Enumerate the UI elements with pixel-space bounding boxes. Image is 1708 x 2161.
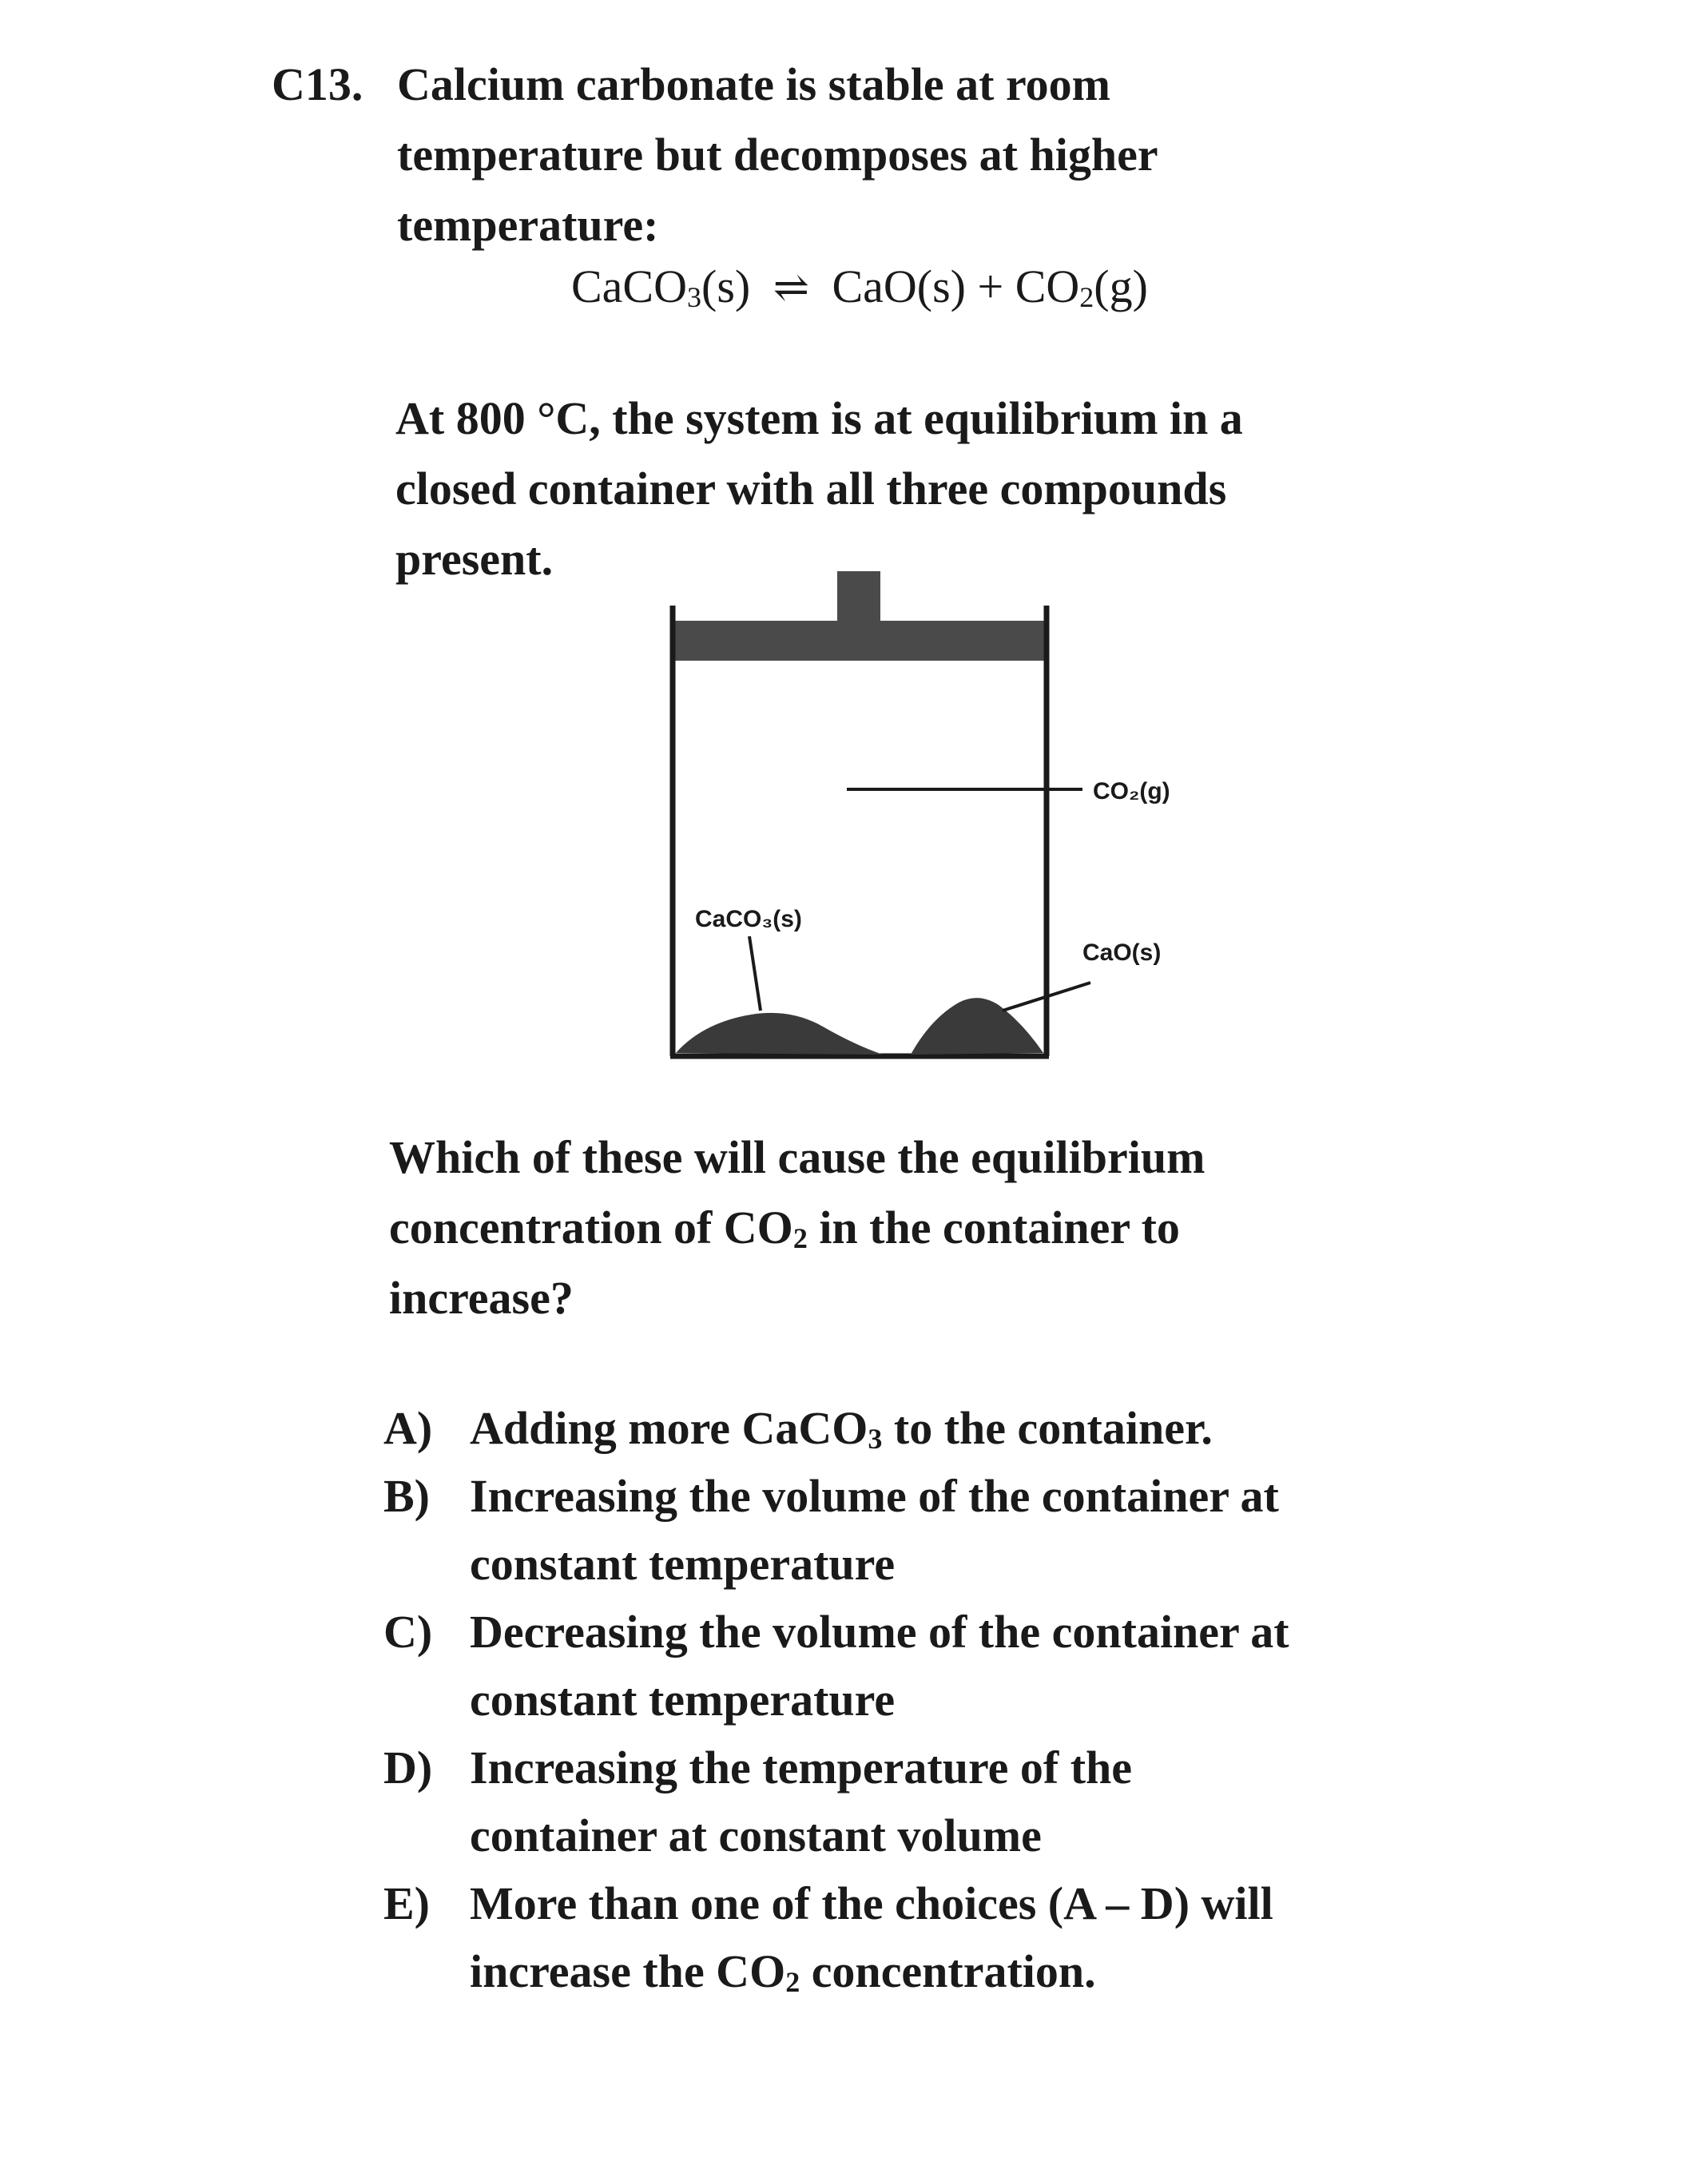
choice-d-line-1: Increasing the temperature of the (470, 1742, 1133, 1794)
choice-c-letter: C) (383, 1606, 433, 1658)
condition-line-1: At 800 °C, the system is at equilibrium in a (395, 392, 1243, 444)
choice-e-subscript: 2 (785, 1966, 800, 1998)
choice-e-line-2-post: concentration. (800, 1945, 1096, 1997)
intro-line-3: temperature: (397, 199, 659, 251)
prompt-line-2-post: in the container to (807, 1202, 1180, 1253)
answer-choices (383, 1394, 1422, 2005)
container-diagram (655, 567, 1230, 1071)
intro-line-2: temperature but decomposes at higher (397, 129, 1158, 181)
equation-reactant-subscript: 3 (687, 281, 701, 313)
choice-a-subscript: 3 (868, 1423, 883, 1455)
cao-label: CaO(s) (1082, 939, 1162, 966)
choice-d-line-2: container at constant volume (470, 1809, 1042, 1861)
equation-reactant-state: (s) (701, 260, 751, 312)
choice-c-line-1: Decreasing the volume of the container at (470, 1606, 1289, 1658)
choice-a-text (470, 1394, 1422, 1462)
condition-line-2: closed container with all three compounds (395, 463, 1227, 514)
choice-d-text (470, 1734, 1422, 1869)
prompt-line-2-subscript: 2 (792, 1222, 808, 1254)
container-diagram-svg (655, 567, 1230, 1071)
equation-product-2-subscript: 2 (1079, 281, 1094, 313)
condition-line-3: present. (395, 533, 554, 585)
choice-d[interactable] (383, 1734, 1422, 1869)
equilibrium-condition (395, 383, 1434, 594)
choice-b[interactable] (383, 1462, 1422, 1598)
choice-a-pre: Adding more CaCO (470, 1402, 868, 1454)
choice-c-line-2: constant temperature (470, 1674, 896, 1726)
caco3-pointer-line (749, 936, 761, 1011)
reaction-equation (571, 252, 1148, 323)
prompt-line-2 (389, 1193, 1428, 1263)
equation-product-2-state: (g) (1094, 260, 1148, 312)
choice-a-post: to the container. (882, 1402, 1213, 1454)
choice-e-line-2-pre: increase the CO (470, 1945, 786, 1997)
choice-e-letter: E) (383, 1877, 430, 1929)
cao-solid (911, 998, 1043, 1055)
choice-b-line-1: Increasing the volume of the container at (470, 1470, 1279, 1522)
choice-e-line-2 (470, 1937, 1422, 2005)
choice-b-letter: B) (383, 1470, 430, 1522)
intro-line-1: Calcium carbonate is stable at room (397, 58, 1110, 110)
caco3-solid (676, 1013, 883, 1055)
choice-c-text (470, 1598, 1422, 1734)
choice-b-text (470, 1462, 1422, 1598)
choice-a-letter: A) (383, 1402, 433, 1454)
equilibrium-arrow-icon: ⇌ (773, 264, 809, 312)
question-prompt (389, 1122, 1428, 1333)
choice-b-line-2: constant temperature (470, 1538, 896, 1590)
choice-e-text (470, 1869, 1422, 2005)
question-intro (397, 50, 1404, 260)
co2-label: CO₂(g) (1093, 778, 1170, 804)
piston-plate (673, 621, 1047, 661)
caco3-label: CaCO₃(s) (695, 906, 802, 932)
prompt-line-3: increase? (389, 1272, 574, 1324)
prompt-line-1: Which of these will cause the equilibrium (389, 1131, 1206, 1183)
choice-e-line-1: More than one of the choices (A – D) will (470, 1877, 1273, 1929)
choice-a[interactable] (383, 1394, 1422, 1462)
piston-stem (837, 571, 880, 621)
question-number: C13. (272, 58, 363, 110)
equation-product-1: CaO(s) (832, 260, 966, 312)
choice-e[interactable] (383, 1869, 1422, 2005)
equation-product-2: CO (1015, 260, 1080, 312)
equation-plus: + (977, 260, 1004, 312)
choice-d-letter: D) (383, 1742, 433, 1794)
choice-c[interactable] (383, 1598, 1422, 1734)
equation-reactant: CaCO (571, 260, 687, 312)
prompt-line-2-pre: concentration of CO (389, 1202, 793, 1253)
